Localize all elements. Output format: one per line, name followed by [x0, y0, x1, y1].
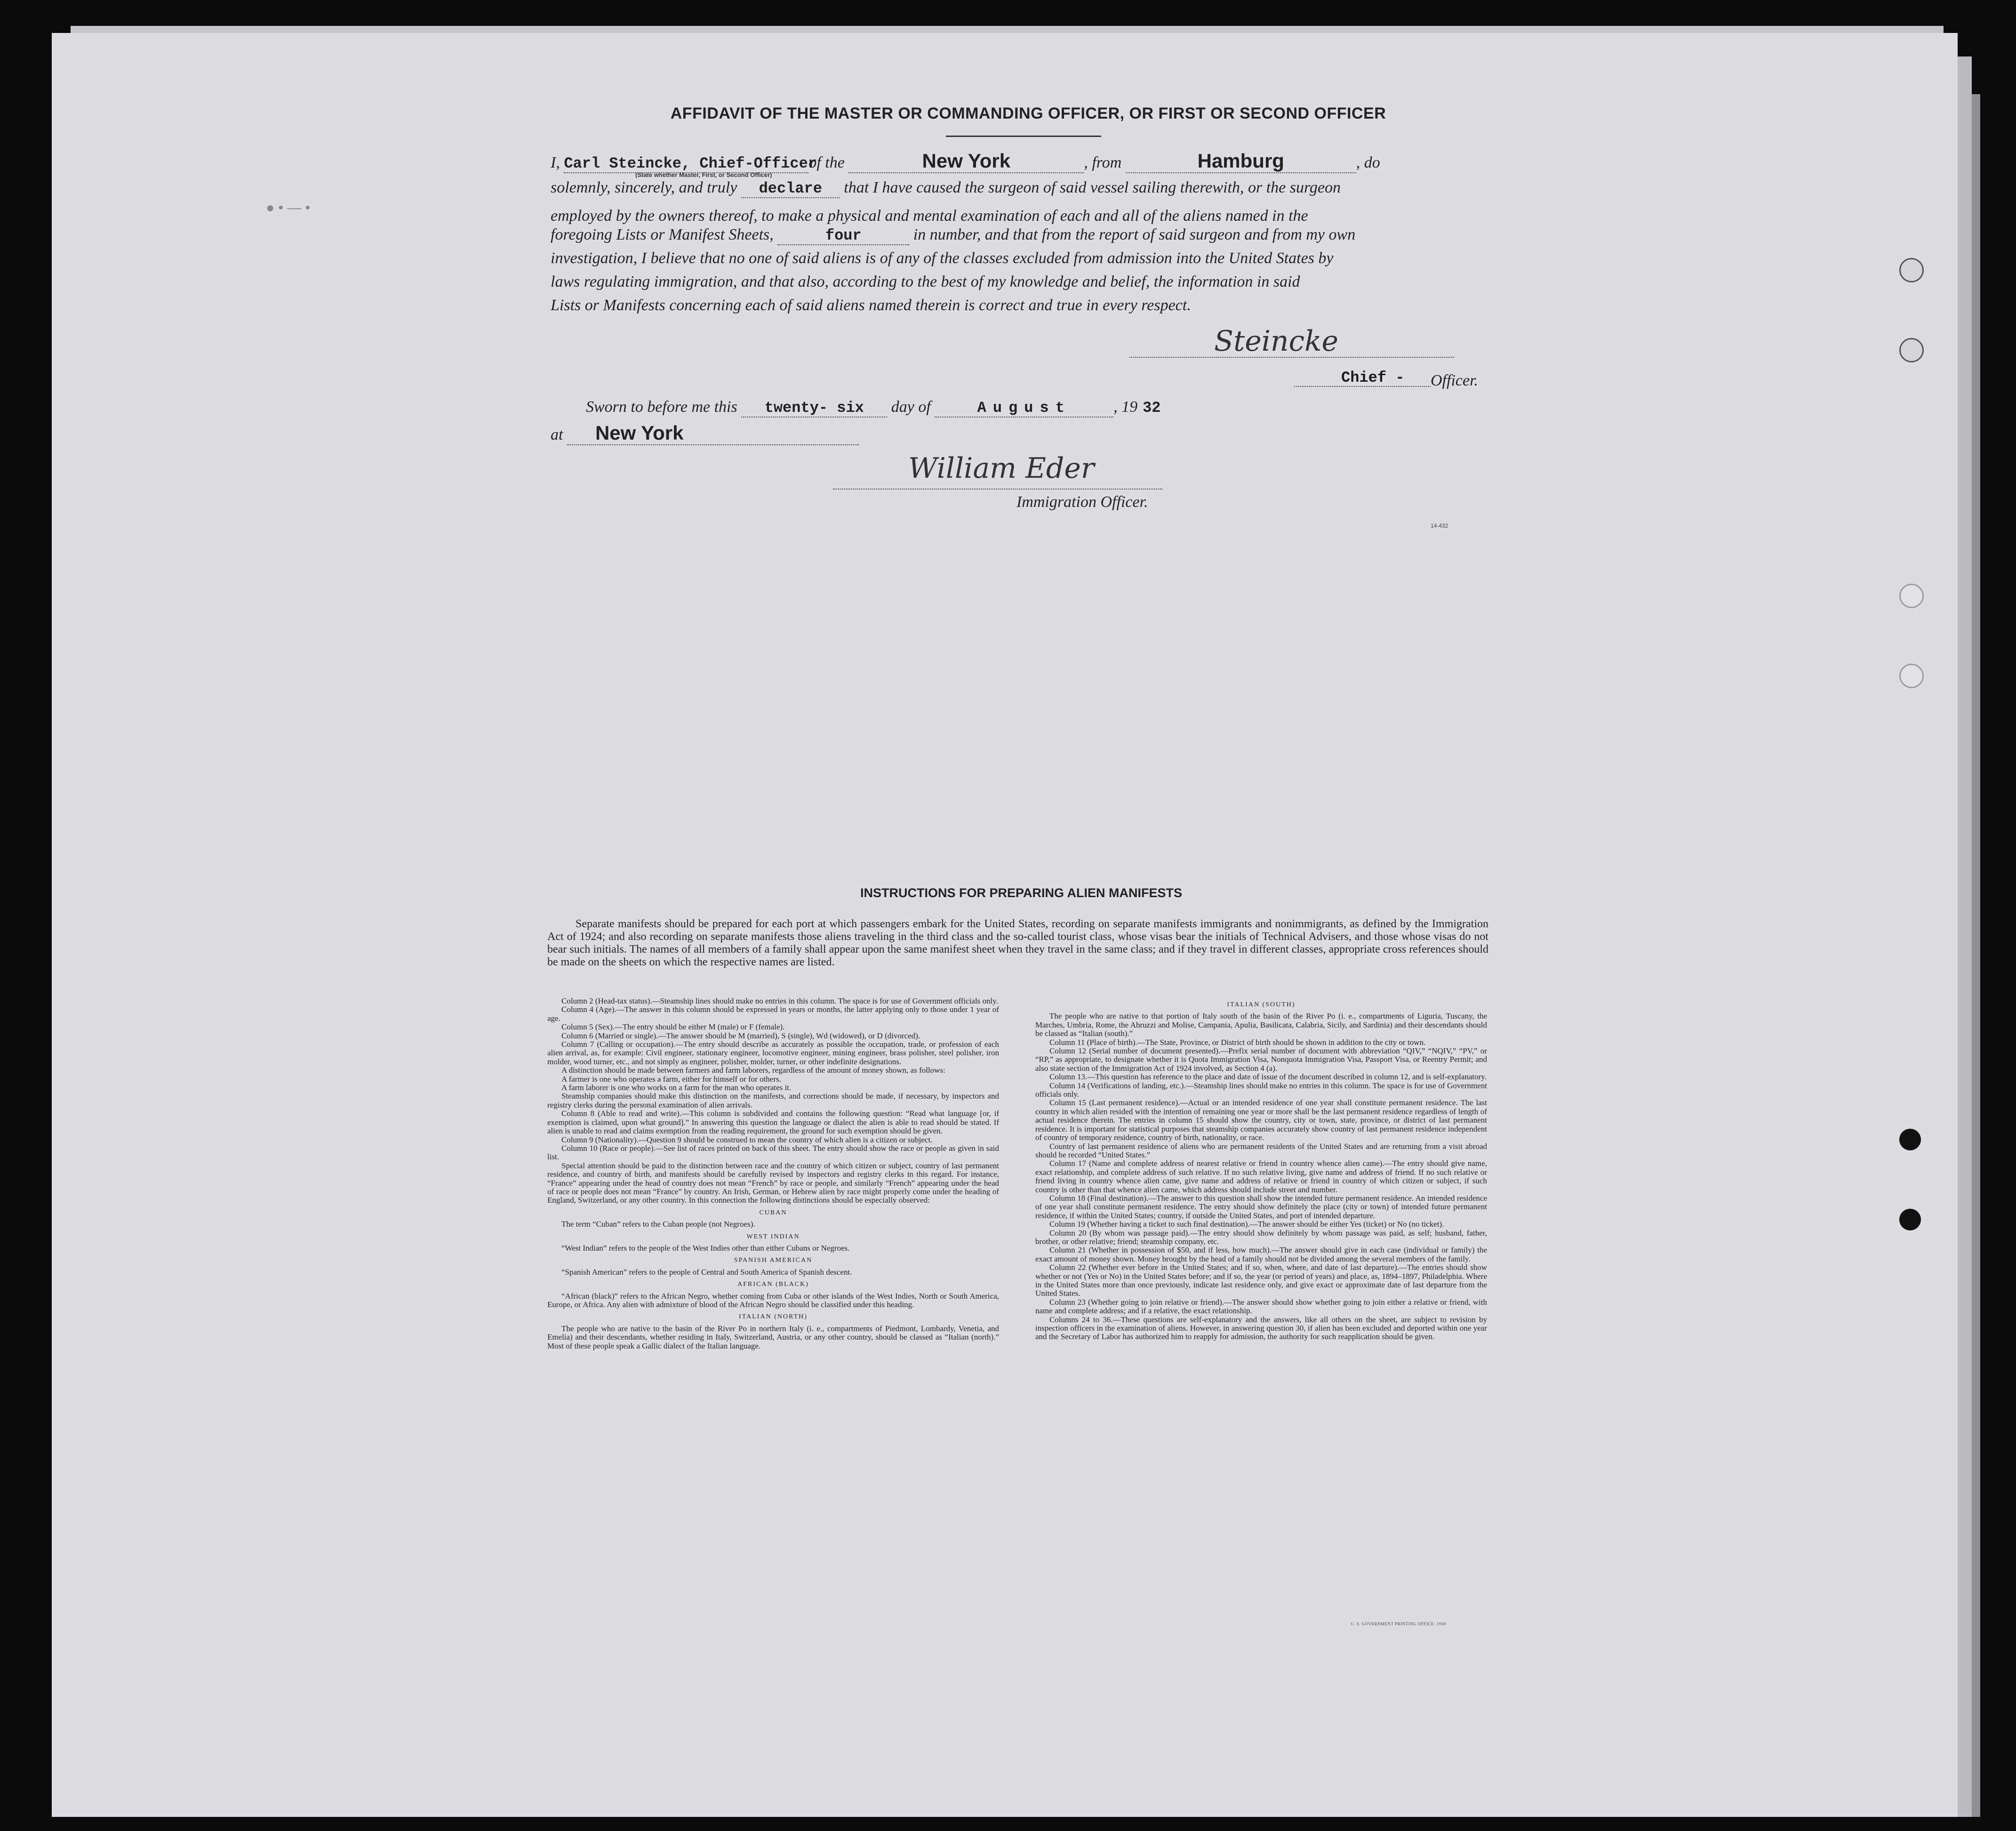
sworn-year-field: 32 [1143, 399, 1161, 417]
text: that I have caused the surgeon of said vessel sailing therewith, or the surgeon [844, 179, 1341, 196]
paragraph: Column 18 (Final destination).—The answer to this question shall show the intended future permanent residence. An intended residence of one year shall constitute permanent residence. The entry should show definitely the place (city or town) of intended future permanent residence, if within the United States; country, if outside the United States, and port of intended departure. [1035, 1193, 1487, 1220]
text: Sworn to before me this [586, 398, 737, 416]
affidavit-line-6: laws regulating immigration, and that also, according to the best of my knowledge and belief, the information in said [551, 273, 1300, 290]
ink-smudge-icon: ● • — • [266, 200, 311, 216]
page-stack-edge-shadow [1972, 94, 1980, 1817]
officer-rank-field: Chief - [1341, 369, 1405, 386]
affidavit-title: AFFIDAVIT OF THE MASTER OR COMMANDING OFFICER, OR FIRST OR SECOND OFFICER [670, 104, 1386, 122]
text: of the [808, 154, 845, 171]
sworn-day-field: twenty- six [741, 399, 887, 418]
paragraph: Columns 24 to 36.—These questions are self-explanatory and the answers, like all others on the sheet, are subject to revision by inspection officers in the examination of aliens. However, in answering question 30, if alien has been excluded and deported within one year and the Secretary of Labor has authorized him to reapply for admission, the authority for such reapplication should be given. [1035, 1315, 1487, 1341]
text: foregoing Lists or Manifest Sheets, [551, 226, 774, 243]
binder-hole-icon [1899, 258, 1924, 282]
vessel-name-field: New York [848, 150, 1084, 173]
paragraph: The people who are native to the basin of the River Po in northern Italy (i. e., compartments of Piedmont, Lombardy, Venetia, and Emelia) and their descendants, whether residing in Italy, Switzerland, Austria, or any other country, should be classed as “Italian (north).” Most of these people speak a Gallic dialect of the Italian language. [547, 1324, 999, 1350]
paragraph: The term “Cuban” refers to the Cuban people (not Negroes). [561, 1220, 755, 1229]
affidavit-line-4 [551, 226, 1355, 245]
immigration-officer-title: Immigration Officer. [1016, 493, 1148, 511]
form-number: 14-432 [1431, 522, 1448, 529]
signature-line [1129, 357, 1454, 358]
text: day of [891, 398, 931, 416]
paragraph: A farmer is one who operates a farm, either for himself or for others. [561, 1074, 781, 1084]
paragraph: Column 19 (Whether having a ticket to such final destination).—The answer should be either Yes (ticket) or No (no ticket). [1049, 1220, 1444, 1229]
paragraph: Column 2 (Head-tax status).—Steamship lines should make no entries in this column. The space is for use of Government officials only. [561, 996, 998, 1005]
paragraph: Column 23 (Whether going to join relative or friend).—The answer should show whether going to join either a relative or friend, with name and complete address; and if a relative, the exact relationship. [1035, 1297, 1487, 1316]
affidavit-line-3: employed by the owners thereof, to make a physical and mental examination of each and all of the aliens named in the [551, 207, 1308, 225]
paragraph: Column 20 (By whom was passage paid).—The entry should show definitely by whom passage was paid, as self; husband, father, brother, or other relative; friend; steamship company, etc. [1035, 1228, 1487, 1246]
text: in number, and that from the report of said surgeon and from my own [913, 226, 1356, 243]
paragraph: A distinction should be made between farmers and farm laborers, regardless of the amount of money shown, as follows: [561, 1066, 945, 1075]
signature-line [833, 489, 1162, 490]
paragraph: Column 5 (Sex).—The entry should be either M (male) or F (female). [561, 1022, 785, 1032]
paragraph: Column 17 (Name and complete address of nearest relative or friend in country whence alien came).—The entry should give name, exact relationship, and complete address of such relative. If no such relative living, give name and address of friend. If no such relative or friend living in country whence alien came, give name and address of relative or friend in country of which citizen or subject, if such country is other than that whence alien came, which address should include street and number. [1035, 1159, 1487, 1194]
paragraph: Special attention should be paid to the distinction between race and the country of which citizen or subject, country of last permanent residence, and country of birth, and manifests should be carefully revised by inspectors and registry clerks in this regard. For instance, “France” appearing under the head of country does not mean “French” by race or people, and similarly “French” appearing under the head of race or people does not mean “France” by country. An Irish, German, or Hebrew alien by race might properly come under the heading of England, Switzerland, or any other country. In this connection the following distinctions should be especially observed: [547, 1161, 999, 1205]
officer-rank-note: (State whether Master, First, or Second Officer) [635, 171, 772, 178]
affidavit-line-1: I, Carl Steincke, Chief-Officerof the New York , from Hamburg , do [551, 150, 1380, 172]
paragraph: Column 6 (Married or single).—The answer should be M (married), S (single), Wd (widowed), or D (divorced). [561, 1031, 920, 1040]
paragraph: “West Indian” refers to the people of the West Indies other than either Cubans or Negroes. [561, 1243, 850, 1253]
officer-signature: Steincke [1214, 325, 1339, 358]
sworn-place-field: New York [567, 422, 859, 445]
paragraph: Column 15 (Last permanent residence).—Actual or an intended residence of one year shall constitute permanent residence. The last country in which alien resided with the intention of remaining one year or more shall be the last permanent residence regardless of length of actual residence therein. The entries in column 15 should show the country, city or town, state, province, or district of last permanent residence. It is important for statistical purposes that steamship companies accurately show country of last permanent residence independent of country of temporary residence, country of birth, nationality, or race. [1035, 1098, 1487, 1142]
declare-field: declare [741, 180, 840, 198]
text: solemnly, sincerely, and truly [551, 179, 737, 196]
paragraph: Column 8 (Able to read and write).—This column is subdivided and contains the following question: “Read what language [or, if exemption is claimed, upon what ground].” In answering this question the language or dialect the alien is able to read should be stated. If alien is unable to read and claims exemption from the reading requirement, the ground for such exemption should be given. [547, 1109, 999, 1136]
binder-hole-icon [1899, 584, 1924, 608]
sheet-count-field: four [777, 227, 909, 245]
text: I, [551, 154, 560, 171]
paragraph: A farm laborer is one who works on a farm for the man who operates it. [561, 1083, 792, 1092]
section-heading: WEST INDIAN [746, 1233, 800, 1240]
paragraph: Column 9 (Nationality).—Question 9 should be construed to mean the country of which alien is a citizen or subject. [561, 1135, 933, 1144]
section-heading: ITALIAN (NORTH) [739, 1313, 808, 1321]
text: from [1092, 154, 1122, 171]
paragraph: “African (black)” refers to the African Negro, whether coming from Cuba or other islands of the West Indies, North or South America, Europe, or Africa. Any alien with admixture of blood of the African Negro should be classified under this heading. [547, 1291, 999, 1309]
paragraph: Column 21 (Whether in possession of $50, and if less, how much).—The answer should give in each case (individual or family) the exact amount of money shown. Money brought by the head of a family should not be divided among the several members of the family. [1035, 1245, 1487, 1263]
paragraph: “Spanish American” refers to the people of Central and South America of Spanish descent. [561, 1267, 852, 1277]
text: at [551, 426, 563, 443]
officer-name-field: Carl Steincke, Chief-Officer [564, 155, 817, 172]
paragraph: Column 4 (Age).—The answer in this column should be expressed in years or months, the latter applying only to those under 1 year of age. [547, 1005, 999, 1023]
binder-hole-icon [1899, 1209, 1921, 1230]
paragraph: Column 10 (Race or people).—See list of races printed on back of this sheet. The entry should show the race or people as given in said list. [547, 1143, 999, 1162]
affidavit-line-2 [551, 179, 1341, 198]
paragraph: Column 7 (Calling or occupation).—The entry should describe as accurately as possible the occupation, trade, or profession of each alien arrival, as, for example: Civil engineer, stationary engineer, locomotive engineer, mining engineer, brass polisher, steel polisher, iron molder, wood turner, etc., and not simply as engineer, polisher, molder, turner, or other indefinite designations. [547, 1040, 999, 1066]
instructions-right-column [1035, 997, 1487, 1341]
section-heading: CUBAN [759, 1209, 787, 1216]
instructions-title: INSTRUCTIONS FOR PREPARING ALIEN MANIFESTS [860, 886, 1183, 900]
immigration-officer-signature: William Eder [908, 452, 1095, 485]
binder-hole-icon [1899, 1129, 1921, 1150]
affidavit-line-7: Lists or Manifests concerning each of said aliens named therein is correct and true in every respect. [551, 297, 1191, 314]
text: do [1364, 154, 1380, 171]
sworn-line [586, 398, 1166, 418]
section-heading: SPANISH AMERICAN [734, 1257, 813, 1264]
place-line [551, 422, 859, 445]
binder-hole-icon [1899, 338, 1924, 362]
instructions-intro: Separate manifests should be prepared for each port at which passengers embark for the United States, recording on separate manifests immigrants and nonimmigrants, as defined by the Immigration Act of 1924; and also recording on separate manifests those aliens traveling in the third class and the so-called tourist class, whose visas bear the initials of Technical Advisers, and those whose visas do not bear such initials. The names of all members of a family shall appear upon the same manifest sheet when they travel in the same class; and if they travel in different classes, appropriate cross references should be made on the sheets on which the respective names are listed. [547, 918, 1488, 968]
paragraph: Country of last permanent residence of aliens who are permanent residents of the United States and are returning from a visit abroad should be recorded “United States.” [1035, 1141, 1487, 1159]
instructions-left-column [547, 997, 999, 1350]
text: , 19 [1113, 398, 1138, 416]
binder-hole-icon [1899, 664, 1924, 688]
paragraph: Column 12 (Serial number of document presented).—Prefix serial number of document with abbreviation “QIV,” “NQIV,” “PV,” or “RP,” as appropriate, to designate whether it is Quota Immigration Visa, Nonquota Immigration Visa, Passport Visa, or Reentry Permit; and also state section of the Immigration Act of 1924 involved, as Section 4 (a). [1035, 1046, 1487, 1073]
title-divider [946, 136, 1101, 137]
officer-suffix: Officer. [1431, 372, 1479, 389]
paragraph: The people who are native to that portion of Italy south of the basin of the River Po (i. e., compartments of Liguria, Tuscany, the Marches, Umbria, Rome, the Abruzzi and Molise, Campania, Apulia, Basilicata, Calabria, Sicily, and Sardinia) and their descendants should be classed as “Italian (south).” [1035, 1012, 1487, 1038]
section-heading: ITALIAN (SOUTH) [1227, 1001, 1296, 1008]
printer-imprint: U. S. GOVERNMENT PRINTING OFFICE: 1930 [1351, 1622, 1446, 1626]
affidavit-line-5: investigation, I believe that no one of said aliens is of any of the classes excluded from admission into the United States by [551, 249, 1334, 267]
paragraph: Column 22 (Whether ever before in the United States; and if so, when, where, and date of last departure).—The entries should show whether or not (Yes or No) in the United States before; and if so, the year (or period of years) and place, as, 1894–1897, Philadelphia. Where in the United States more than once previously, indicate last residence only, and give exact or approximate date of last departure from the United States. [1035, 1263, 1487, 1298]
paragraph: Steamship companies should make this distinction on the manifests, and corrections should be made, if necessary, by inspectors and registry clerks during the personal examination of alien arrivals. [547, 1092, 999, 1109]
departure-port-field: Hamburg [1126, 150, 1356, 173]
sworn-month-field: August [935, 399, 1113, 418]
paragraph: Column 11 (Place of birth).—The State, Province, or District of birth should be shown in addition to the city or town. [1049, 1037, 1426, 1047]
page-stack-edge [1958, 56, 1972, 1817]
section-heading: AFRICAN (BLACK) [737, 1281, 809, 1288]
paragraph: Column 14 (Verifications of landing, etc.).—Steamship lines should make no entries in this column. The space is for use of Government officials only. [1035, 1081, 1487, 1099]
paragraph: Column 13.—This question has reference to the place and date of issue of the document described in column 12, and is self-explanatory. [1049, 1072, 1487, 1082]
